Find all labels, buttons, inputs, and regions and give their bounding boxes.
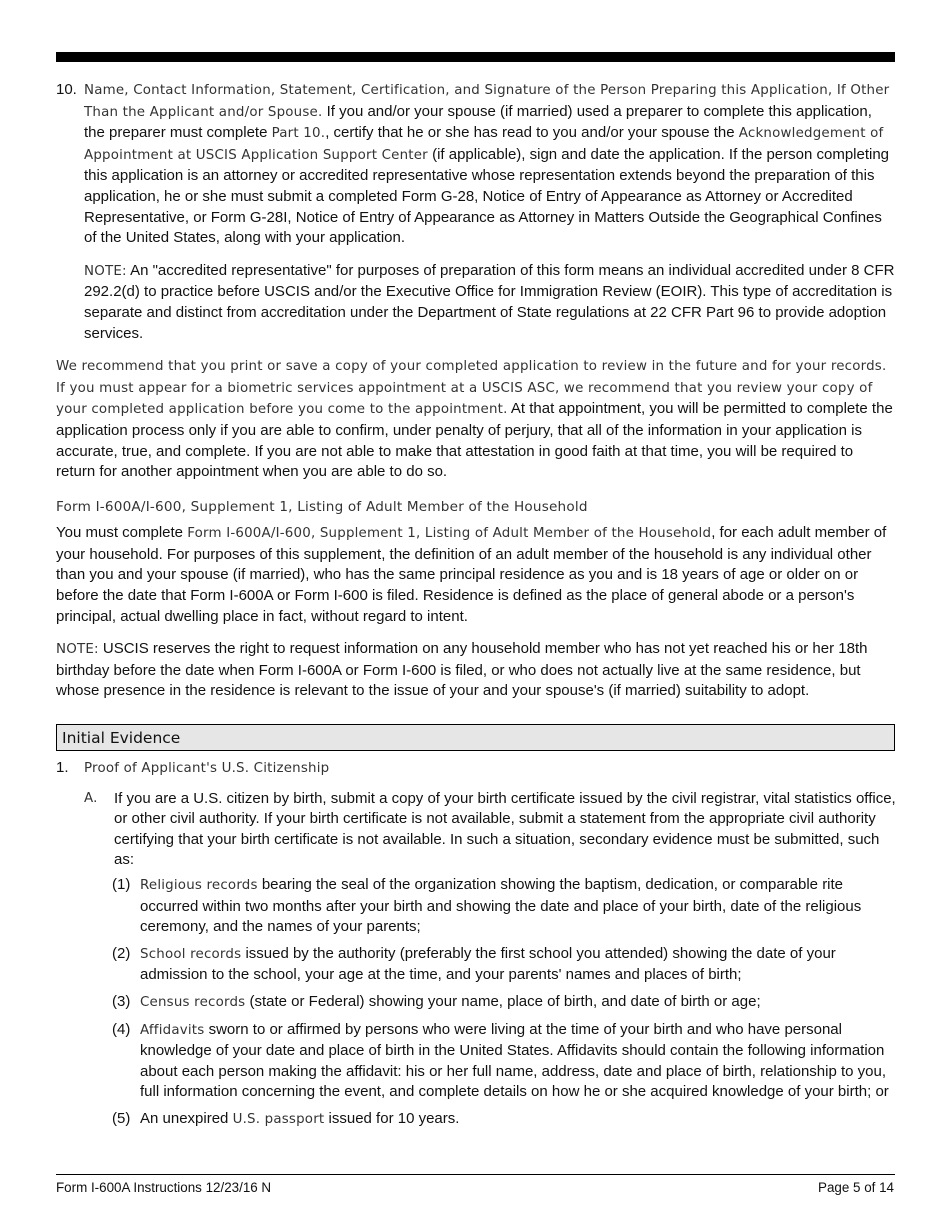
part-10-reference: Part 10. bbox=[271, 126, 326, 142]
list-item-key: Affidavits bbox=[140, 1022, 205, 1038]
list-item-label: (1) bbox=[112, 876, 131, 893]
recommend-rest: At that appointment, you will be permitted to complete the application process only if you are able to confirm, under penalty of perjury, that all of the information in your application is accurate, true, and complete. If you are not able to make that attestation in good faith at that time, you will be required to return for another appointment when you are able to do so. bbox=[56, 400, 893, 481]
list-item bbox=[56, 992, 896, 1014]
supplement-note-text: USCIS reserves the right to request information on any household member who has not yet reached his or her 18th birthday before the date when Form I-600A or Form I-600 is filed, or who does not actually live at the same residence, but whose presence in the residence is relevant to the issue of your and your spouse's (if married) suitability to adopt. bbox=[56, 640, 868, 700]
recommend-paragraph bbox=[56, 356, 896, 483]
list-item-label: (4) bbox=[112, 1020, 131, 1038]
item-10-note-text: An "accredited representative" for purposes of preparation of this form means an individual accredited under 8 CFR 292.2(d) to practice before USCIS and/or the Executive Office for Immigration Review (EOIR). This type of accreditation is separate and distinct from accreditation under the Department of State regulations at 22 CFR Part 96 to provide adoption services. bbox=[84, 261, 895, 342]
list-item bbox=[56, 1109, 896, 1131]
supplement-text1: You must complete bbox=[56, 524, 184, 542]
item-10-text3: (if applicable), sign and date the application. If the person completing this application is an attorney or accredited representative whose representation extends beyond the preparation of this application, he or she must submit a completed Form G-28, Notice of Entry of Appearance as Attorney or Accredited Representative, or Form G-28I, Notice of Entry of Appearance as Attorney in Matters Outside the Geographical Confines of the United States, along with your application. bbox=[84, 145, 890, 247]
evidence-sub-a bbox=[56, 789, 896, 871]
list-item-text: sworn to or affirmed by persons who were living at the time of your birth and who have personal knowledge of your date and place of birth in the United States. Affidavits should contain the following information about each person making the affidavit: his or her full name, address, date and place of birth, relationship to you, full information concerning the event, and complete details on how he or she acquired knowledge of your birth; or bbox=[140, 1020, 889, 1101]
list-item-pre: An unexpired bbox=[140, 1109, 229, 1127]
supplement-text2: , for each adult member of your household. For purposes of this supplement, the definition of an adult member of the household is any individual other than you and your spouse (if married), who has the same principal residence as you and is 18 years of age or older on or before the date that Form I-600A or Form I-600 is filed. Residence is defined as the place of general abode or a person's principal, actual dwelling place in fact, without regard to intent. bbox=[56, 524, 887, 625]
recommend-lead: We recommend that you print or save a copy of your completed application to review in the future and for your records. If you must appear for a biometric services appointment at a USCIS ASC, we recommend that you review your copy of your completed application before you come to the appointment. bbox=[56, 359, 887, 418]
top-rule bbox=[56, 52, 895, 62]
list-item bbox=[56, 1020, 896, 1103]
sub-a-label: A. bbox=[84, 790, 98, 806]
supplement-heading: Form I-600A/I-600, Supplement 1, Listing of Adult Member of the Household bbox=[56, 498, 588, 515]
list-item-key: School records bbox=[140, 946, 242, 962]
supplement-section bbox=[56, 497, 896, 702]
evidence-item-1-number: 1. bbox=[56, 759, 69, 777]
footer-page-number: Page 5 of 14 bbox=[818, 1180, 894, 1195]
note-label: NOTE: bbox=[56, 642, 99, 658]
list-item-text: issued by the authority (preferably the first school you attended) showing the date of your admission to the school, your age at the time, and your parents' names and places of birth; bbox=[140, 944, 836, 984]
evidence-item-1-title: Proof of Applicant's U.S. Citizenship bbox=[84, 761, 330, 777]
supplement-form-reference: Form I-600A/I-600, Supplement 1, Listing of Adult Member of the Household bbox=[187, 526, 712, 542]
list-item bbox=[56, 875, 896, 938]
note-label: NOTE: bbox=[84, 263, 127, 279]
item-10-text2: , certify that he or she has read to you and/or your spouse the bbox=[325, 124, 735, 142]
item-10 bbox=[56, 80, 896, 344]
item-10-title: Name, Contact Information, Statement, Certification, and Signature of the Person Preparing this Application, If Other Than the Applicant and/or Spouse. bbox=[84, 83, 890, 120]
list-item-text: issued for 10 years. bbox=[328, 1109, 460, 1127]
list-item bbox=[56, 944, 896, 986]
evidence-item-1 bbox=[56, 758, 896, 780]
item-10-note bbox=[84, 261, 896, 344]
item-10-number: 10. bbox=[56, 81, 77, 98]
footer-form-id: Form I-600A Instructions 12/23/16 N bbox=[56, 1180, 272, 1195]
initial-evidence-heading: Initial Evidence bbox=[56, 724, 895, 751]
supplement-note bbox=[56, 639, 896, 702]
list-item-text: bearing the seal of the organization showing the baptism, dedication, or comparable rite occurred within two months after your birth and showing the date and place of your birth, date of the religious ceremony, and the names of your parents; bbox=[140, 876, 862, 936]
list-item-key: Religious records bbox=[140, 878, 258, 893]
list-item-label: (2) bbox=[112, 944, 131, 962]
list-item-label: (5) bbox=[112, 1109, 131, 1127]
sub-a-text: If you are a U.S. citizen by birth, submit a copy of your birth certificate issued by the civil registrar, vital statistics office, or other civil authority. If your birth certificate is not available, submit a statement from the appropriate civil authority certifying that your birth certificate is not available. In such a situation, secondary evidence must be submitted, such as: bbox=[114, 789, 896, 869]
list-item-key: U.S. passport bbox=[232, 1111, 325, 1127]
item-10-text1: If you and/or your spouse (if married) used a preparer to complete this application, the preparer must complete bbox=[84, 102, 872, 142]
list-item-text: (state or Federal) showing your name, place of birth, and date of birth or age; bbox=[249, 992, 761, 1010]
supplement-body bbox=[56, 523, 896, 627]
page-content bbox=[56, 80, 896, 1131]
list-item-key: Census records bbox=[140, 994, 246, 1010]
footer-rule bbox=[56, 1174, 895, 1175]
list-item-label: (3) bbox=[112, 992, 131, 1010]
acknowledgement-reference: Acknowledgement of Appointment at USCIS Application Support Center bbox=[84, 126, 884, 163]
item-10-body bbox=[84, 80, 896, 249]
